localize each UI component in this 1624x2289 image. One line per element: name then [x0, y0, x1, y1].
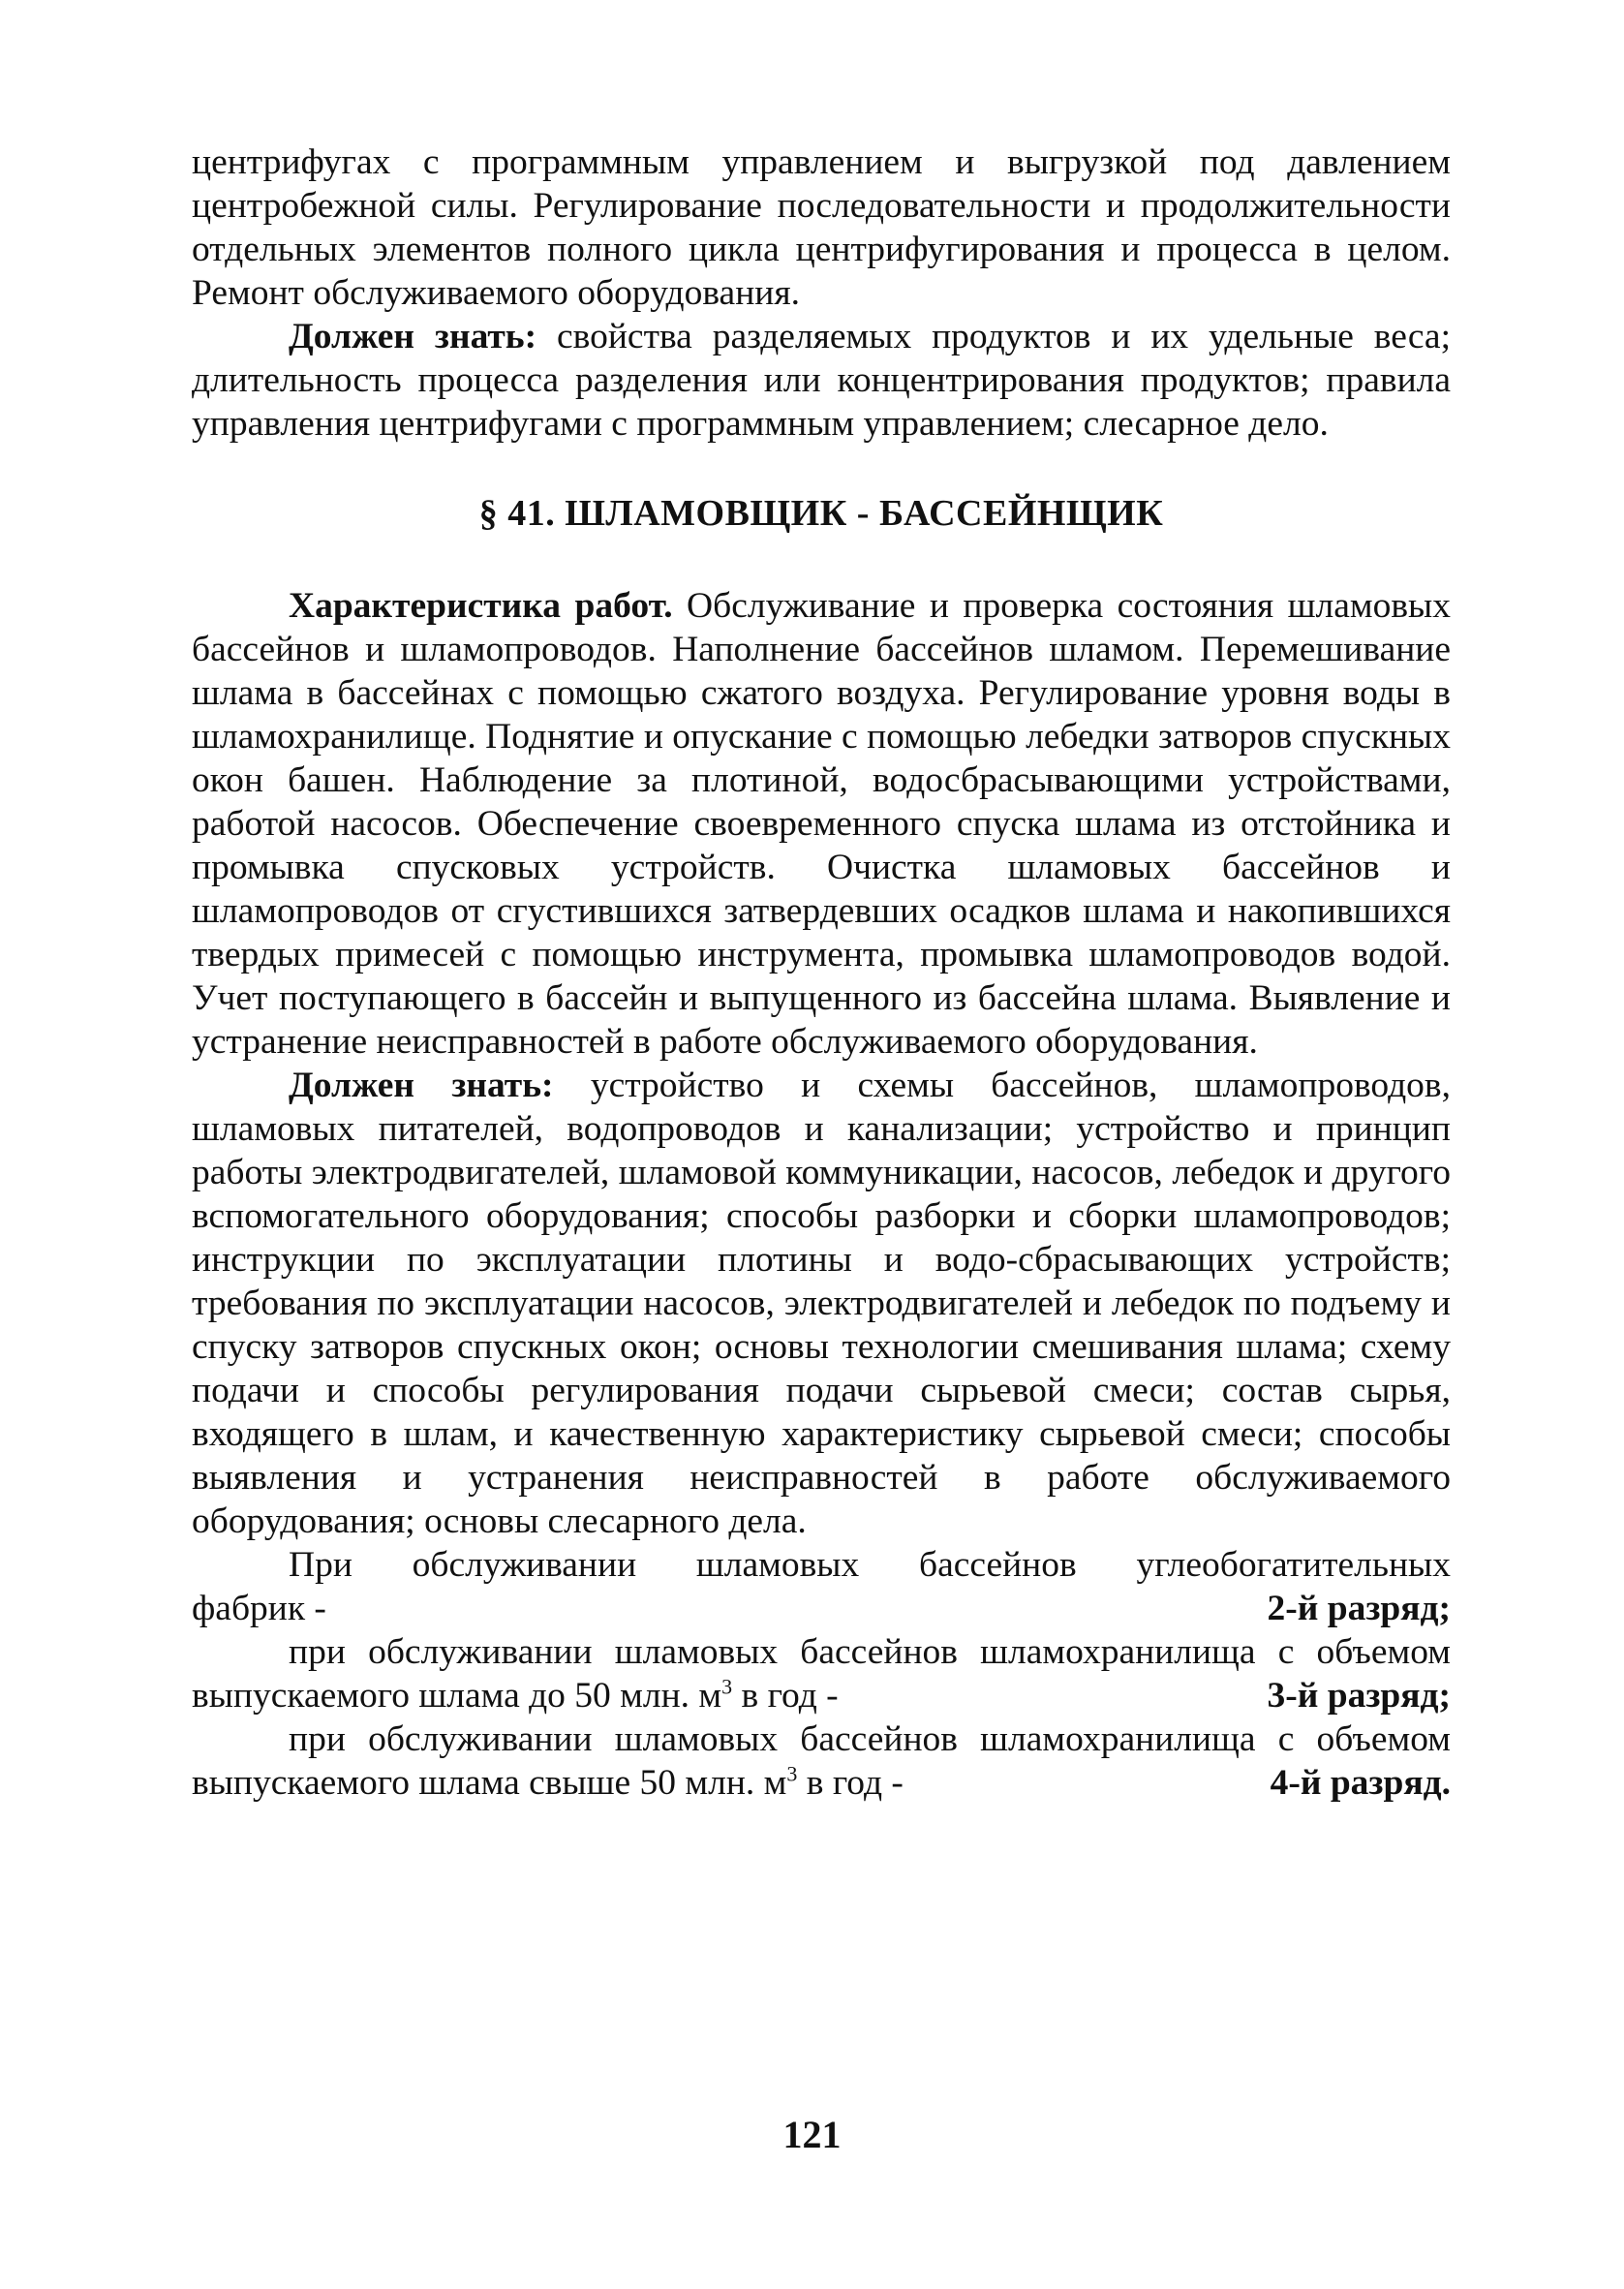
knowledge-text: устройство и схемы бассейнов, шламопроводов, шламовых питателей, водопроводов и канализации; устройство и принцип работы электродвигателей, шламовой коммуникации, насосов, лебедок и другого вспомогательного оборудования; способы разборки и сборки шламопроводов; инструкции по эксплуатации плотины и водо-сбрасывающих устройств; требования по эксплуатации насосов, электродвигателей и лебедок по подъему и спуску затворов спускных окон; основы технологии смешивания шлама; схему подачи и способы регулирования подачи сырьевой смеси; состав сырья, входящего в шлам, и качественную характеристику сырьевой смеси; способы выявления и устранения неисправностей в работе обслуживаемого оборудования; основы слесарного дела.	[192, 1066, 1451, 1541]
cubic-superscript: 3	[786, 1761, 798, 1786]
grade-4-text-end: выпускаемого шлама свыше 50 млн. $м^3$ в год -	[192, 1761, 904, 1803]
characteristics-label: Характеристика работ.	[289, 586, 673, 626]
grade-3-line-2	[192, 1674, 1451, 1717]
grade-2-line-1	[192, 1543, 1451, 1587]
grade-2-text: При обслуживании шламовых бассейнов углеобогатительных	[289, 1545, 1451, 1585]
section-heading: § 41. ШЛАМОВЩИК - БАССЕЙНЩИК	[478, 493, 1164, 534]
grade-3-text: при обслуживании шламовых бассейнов шламохранилища с объемом	[289, 1632, 1451, 1672]
document-page	[192, 140, 1451, 1805]
grade-2-line-2	[192, 1587, 1451, 1630]
characteristics-paragraph	[192, 584, 1451, 1064]
grade-4-rank: 4-й разряд.	[1270, 1763, 1451, 1803]
page-number: 121	[782, 2113, 842, 2156]
grade-4-line-1	[192, 1717, 1451, 1761]
prev-knowledge-paragraph	[192, 315, 1451, 446]
grade-3-line-1	[192, 1630, 1451, 1674]
prev-knowledge-label: Должен знать:	[289, 317, 537, 356]
prev-knowledge-text: свойства разделяемых продуктов и их удельные веса; длительность процесса разделения или концентрирования продуктов; правила управления центрифугами с программным управлением; слесарное дело.	[192, 317, 1451, 444]
grade-2-rank: 2-й разряд;	[1267, 1589, 1451, 1628]
grade-3-rank: 3-й разряд;	[1267, 1676, 1451, 1716]
grade-4-line-2	[192, 1761, 1451, 1805]
characteristics-text: Обслуживание и проверка состояния шламовых бассейнов и шламопроводов. Наполнение бассейнов шламом. Перемешивание шлама в бассейнах с помощью сжатого воздуха. Регулирование уровня воды в шламохранилище. Поднятие и опускание с помощью лебедки затворов спускных окон башен. Наблюдение за плотиной, водосбрасывающими устройствами, работой насосов. Обеспечение своевременного спуска шлама из отстойника и промывка спусковых устройств. Очистка шламовых бассейнов и шламопроводов от сгустившихся затвердевших осадков шлама и накопившихся твердых примесей с помощью инструмента, промывка шламопроводов водой. Учет поступающего в бассейн и выпущенного из бассейна шлама. Выявление и устранение неисправностей в работе обслуживаемого оборудования.	[192, 586, 1452, 1062]
grade-2-text-end: фабрик -	[192, 1589, 326, 1628]
knowledge-paragraph	[192, 1064, 1451, 1543]
knowledge-label: Должен знать:	[289, 1066, 554, 1105]
grade-3-text-end: выпускаемого шлама до 50 млн. $м^3$ в год -	[192, 1674, 839, 1716]
continuation-paragraph	[192, 140, 1451, 315]
cubic-superscript: 3	[721, 1674, 733, 1699]
grade-4-text: при обслуживании шламовых бассейнов шламохранилища с объемом	[289, 1719, 1451, 1759]
continuation-text: центрифугах с программным управлением и выгрузкой под давлением центробежной силы. Регулирование последовательности и продолжительности отдельных элементов полного цикла центрифугирования и процесса в целом. Ремонт обслуживаемого оборудования.	[192, 142, 1451, 313]
